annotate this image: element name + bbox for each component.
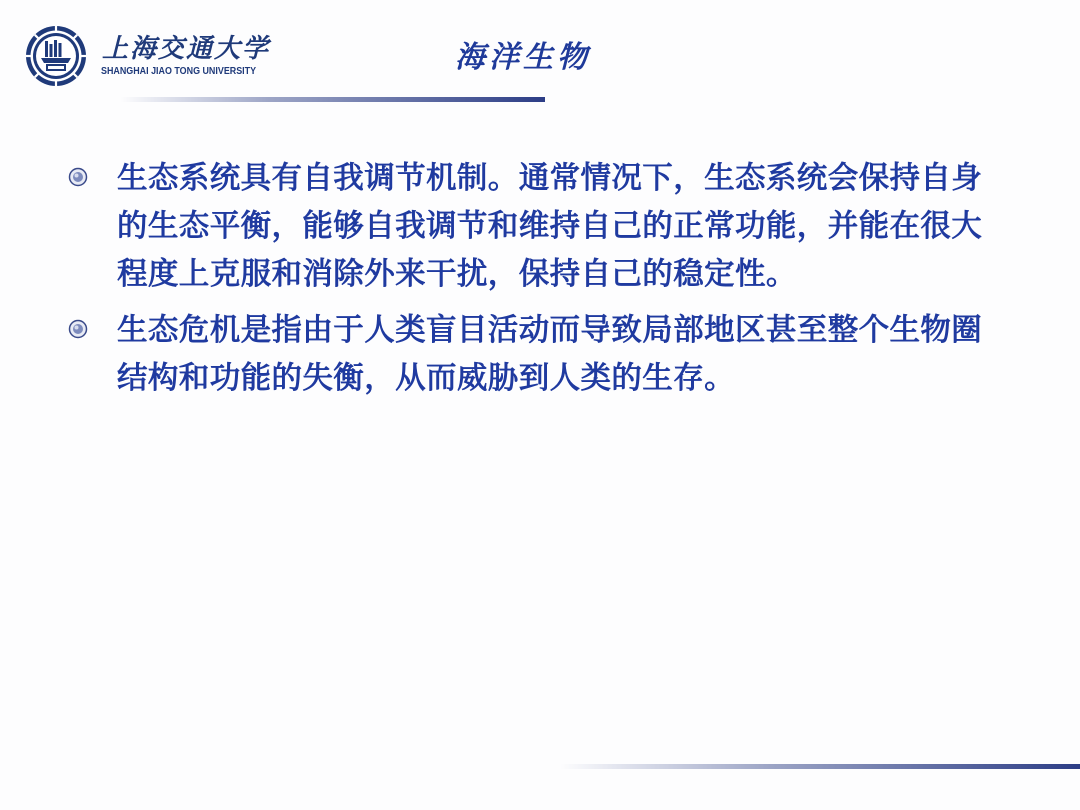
bullet-icon (68, 319, 88, 339)
university-seal-icon (24, 24, 88, 88)
slide-title: 海洋生物 (455, 40, 591, 75)
university-logo (24, 24, 271, 88)
header-divider (120, 97, 545, 102)
bullet-list (60, 155, 1000, 411)
bullet-text: 生态危机是指由于人类盲目活动而导致局部地区甚至整个生物圈结构和功能的失衡，从而威胁到人类的生存。 (117, 313, 983, 396)
bullet-item (60, 155, 1000, 299)
bullet-text: 生态系统具有自我调节机制。通常情况下，生态系统会保持自身的生态平衡，能够自我调节和维持自己的正常功能，并能在很大程度上克服和消除外来干扰，保持自己的稳定性。 (117, 161, 983, 292)
footer-divider (560, 764, 1080, 769)
bullet-item (60, 307, 1000, 403)
bullet-icon (68, 167, 88, 187)
university-name-en: SHANGHAI JIAO TONG UNIVERSITY (101, 65, 257, 77)
university-name-cn: 上海交通大学 (102, 34, 271, 64)
